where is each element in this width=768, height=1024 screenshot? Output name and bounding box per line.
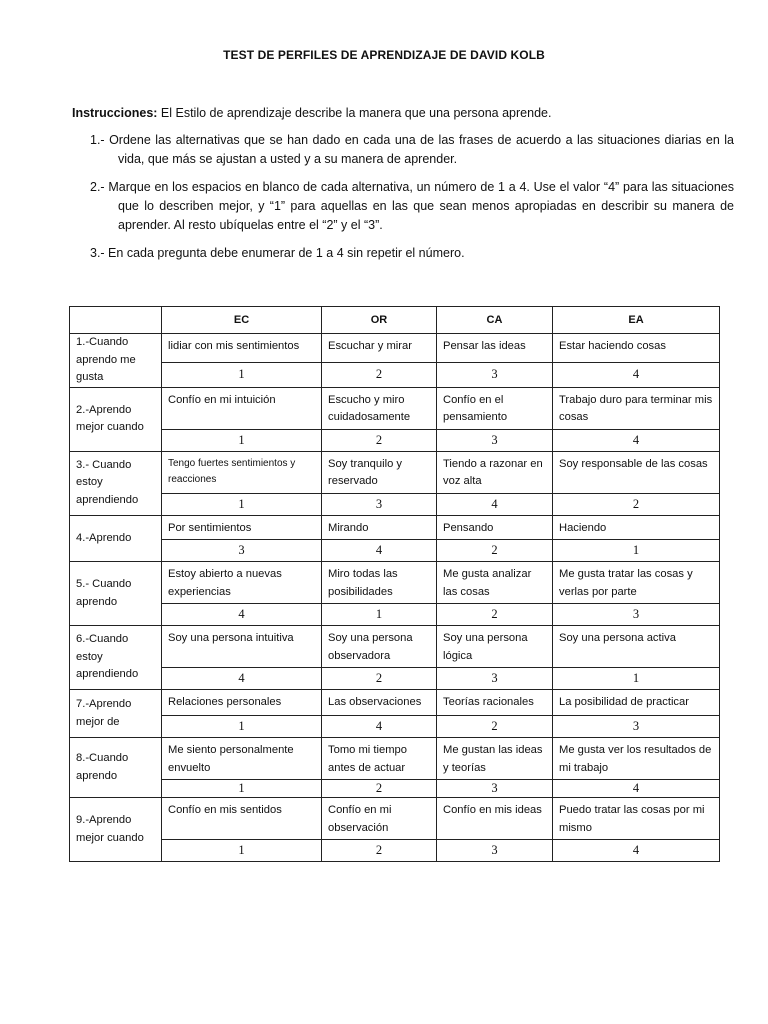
option-cell-ec: Tengo fuertes sentimientos y reacciones xyxy=(162,451,322,493)
question-cell: 7.-Aprendo mejor de xyxy=(70,690,162,738)
option-cell-or: Confío en mi observación xyxy=(322,798,437,840)
option-cell-or: Miro todas las posibilidades xyxy=(322,562,437,604)
option-cell-ec: Confío en mi intuición xyxy=(162,387,322,429)
option-cell-or: Escucho y miro cuidadosamente xyxy=(322,387,437,429)
table-body xyxy=(70,334,720,862)
table-header-row xyxy=(70,307,720,334)
option-cell-ea: Me gusta ver los resultados de mi trabajo xyxy=(553,738,720,780)
table-row xyxy=(70,515,720,540)
value-cell-ea[interactable]: 3 xyxy=(553,604,720,626)
option-cell-ec: lidiar con mis sentimientos xyxy=(162,334,322,363)
value-cell-ea[interactable]: 4 xyxy=(553,429,720,451)
value-row xyxy=(70,362,720,387)
option-cell-ea: Soy una persona activa xyxy=(553,626,720,668)
value-cell-or[interactable]: 2 xyxy=(322,429,437,451)
option-cell-ec: Por sentimientos xyxy=(162,515,322,540)
value-cell-ca[interactable]: 3 xyxy=(437,780,553,798)
table-row xyxy=(70,451,720,493)
option-cell-ea: Me gusta tratar las cosas y verlas por parte xyxy=(553,562,720,604)
value-cell-ec[interactable]: 1 xyxy=(162,780,322,798)
value-cell-ec[interactable]: 1 xyxy=(162,493,322,515)
value-cell-ea[interactable]: 4 xyxy=(553,840,720,862)
value-row xyxy=(70,780,720,798)
option-cell-ca: Me gustan las ideas y teorías xyxy=(437,738,553,780)
value-row xyxy=(70,604,720,626)
value-cell-ca[interactable]: 2 xyxy=(437,716,553,738)
instruction-item-1: 1.- Ordene las alternativas que se han dado en cada una de las frases de acuerdo a las situaciones diarias en la vida, que más se ajustan a usted y a su manera de aprender. xyxy=(90,133,734,166)
instructions-intro xyxy=(72,104,734,123)
kolb-test-table xyxy=(69,306,720,862)
question-cell: 1.-Cuando aprendo me gusta xyxy=(70,334,162,388)
option-cell-ea: Soy responsable de las cosas xyxy=(553,451,720,493)
value-cell-ea[interactable]: 2 xyxy=(553,493,720,515)
value-cell-or[interactable]: 1 xyxy=(322,604,437,626)
option-cell-ca: Me gusta analizar las cosas xyxy=(437,562,553,604)
table-row xyxy=(70,626,720,668)
value-cell-ec[interactable]: 4 xyxy=(162,604,322,626)
value-row xyxy=(70,540,720,562)
question-cell: 2.-Aprendo mejor cuando xyxy=(70,387,162,451)
question-cell: 3.- Cuando estoy aprendiendo xyxy=(70,451,162,515)
instructions-label: Instrucciones: xyxy=(72,106,158,120)
option-cell-ec: Soy una persona intuitiva xyxy=(162,626,322,668)
question-cell: 9.-Aprendo mejor cuando xyxy=(70,798,162,862)
table-row xyxy=(70,690,720,716)
option-cell-ca: Pensar las ideas xyxy=(437,334,553,363)
table-row xyxy=(70,334,720,363)
option-cell-ea: Estar haciendo cosas xyxy=(553,334,720,363)
option-cell-ec: Confío en mis sentidos xyxy=(162,798,322,840)
option-cell-or: Soy una persona observadora xyxy=(322,626,437,668)
table-row xyxy=(70,798,720,840)
option-cell-ca: Tiendo a razonar en voz alta xyxy=(437,451,553,493)
table-row xyxy=(70,738,720,780)
instruction-item-2: 2.- Marque en los espacios en blanco de cada alternativa, un número de 1 a 4. Use el valor “4” para las situaciones que lo describen mejor, y “1” para aquellas en las que sean menos apropiadas en describir su manera de aprender. Al resto ubíquelas entre el “2” y el “3”. xyxy=(90,180,734,232)
option-cell-ea: Trabajo duro para terminar mis cosas xyxy=(553,387,720,429)
option-cell-ca: Teorías racionales xyxy=(437,690,553,716)
value-cell-ca[interactable]: 2 xyxy=(437,540,553,562)
value-row xyxy=(70,668,720,690)
option-cell-ca: Confío en el pensamiento xyxy=(437,387,553,429)
value-cell-or[interactable]: 4 xyxy=(322,716,437,738)
option-cell-ca: Soy una persona lógica xyxy=(437,626,553,668)
table-row xyxy=(70,387,720,429)
value-cell-ca[interactable]: 4 xyxy=(437,493,553,515)
value-cell-or[interactable]: 4 xyxy=(322,540,437,562)
value-cell-ca[interactable]: 2 xyxy=(437,604,553,626)
option-cell-or: Soy tranquilo y reservado xyxy=(322,451,437,493)
value-cell-ea[interactable]: 1 xyxy=(553,668,720,690)
question-cell: 8.-Cuando aprendo xyxy=(70,738,162,798)
question-cell: 4.-Aprendo xyxy=(70,515,162,562)
question-cell: 5.- Cuando aprendo xyxy=(70,562,162,626)
value-cell-ea[interactable]: 1 xyxy=(553,540,720,562)
value-row xyxy=(70,716,720,738)
header-ea: EA xyxy=(553,307,720,334)
option-cell-or: Escuchar y mirar xyxy=(322,334,437,363)
value-cell-ea[interactable]: 3 xyxy=(553,716,720,738)
instructions-text: El Estilo de aprendizaje describe la manera que una persona aprende. xyxy=(157,106,552,120)
value-cell-ca[interactable]: 3 xyxy=(437,668,553,690)
option-cell-ec: Estoy abierto a nuevas experiencias xyxy=(162,562,322,604)
question-cell: 6.-Cuando estoy aprendiendo xyxy=(70,626,162,690)
value-cell-ca[interactable]: 3 xyxy=(437,840,553,862)
value-cell-ec[interactable]: 3 xyxy=(162,540,322,562)
value-cell-ec[interactable]: 1 xyxy=(162,362,322,387)
instruction-item-3: 3.- En cada pregunta debe enumerar de 1 a 4 sin repetir el número. xyxy=(90,246,465,260)
header-empty xyxy=(70,307,162,334)
option-cell-ec: Relaciones personales xyxy=(162,690,322,716)
header-ca: CA xyxy=(437,307,553,334)
value-cell-or[interactable]: 2 xyxy=(322,668,437,690)
option-cell-ea: Haciendo xyxy=(553,515,720,540)
value-cell-or[interactable]: 2 xyxy=(322,780,437,798)
value-cell-ec[interactable]: 1 xyxy=(162,716,322,738)
value-row xyxy=(70,429,720,451)
value-cell-ca[interactable]: 3 xyxy=(437,429,553,451)
value-cell-ea[interactable]: 4 xyxy=(553,362,720,387)
value-cell-or[interactable]: 2 xyxy=(322,362,437,387)
option-cell-or: Las observaciones xyxy=(322,690,437,716)
value-cell-ca[interactable]: 3 xyxy=(437,362,553,387)
option-cell-ca: Confío en mis ideas xyxy=(437,798,553,840)
value-cell-ec[interactable]: 4 xyxy=(162,668,322,690)
table-row xyxy=(70,562,720,604)
option-cell-ea: Puedo tratar las cosas por mi mismo xyxy=(553,798,720,840)
instructions-section xyxy=(72,104,734,272)
option-cell-or: Mirando xyxy=(322,515,437,540)
option-cell-ec: Me siento personalmente envuelto xyxy=(162,738,322,780)
value-cell-or[interactable]: 3 xyxy=(322,493,437,515)
value-row xyxy=(70,493,720,515)
value-cell-or[interactable]: 2 xyxy=(322,840,437,862)
value-cell-ea[interactable]: 4 xyxy=(553,780,720,798)
header-or: OR xyxy=(322,307,437,334)
option-cell-ca: Pensando xyxy=(437,515,553,540)
header-ec: EC xyxy=(162,307,322,334)
value-cell-ec[interactable]: 1 xyxy=(162,429,322,451)
value-cell-ec[interactable]: 1 xyxy=(162,840,322,862)
option-cell-or: Tomo mi tiempo antes de actuar xyxy=(322,738,437,780)
value-row xyxy=(70,840,720,862)
option-cell-ea: La posibilidad de practicar xyxy=(553,690,720,716)
document-title: TEST DE PERFILES DE APRENDIZAJE DE DAVID KOLB xyxy=(223,48,545,62)
